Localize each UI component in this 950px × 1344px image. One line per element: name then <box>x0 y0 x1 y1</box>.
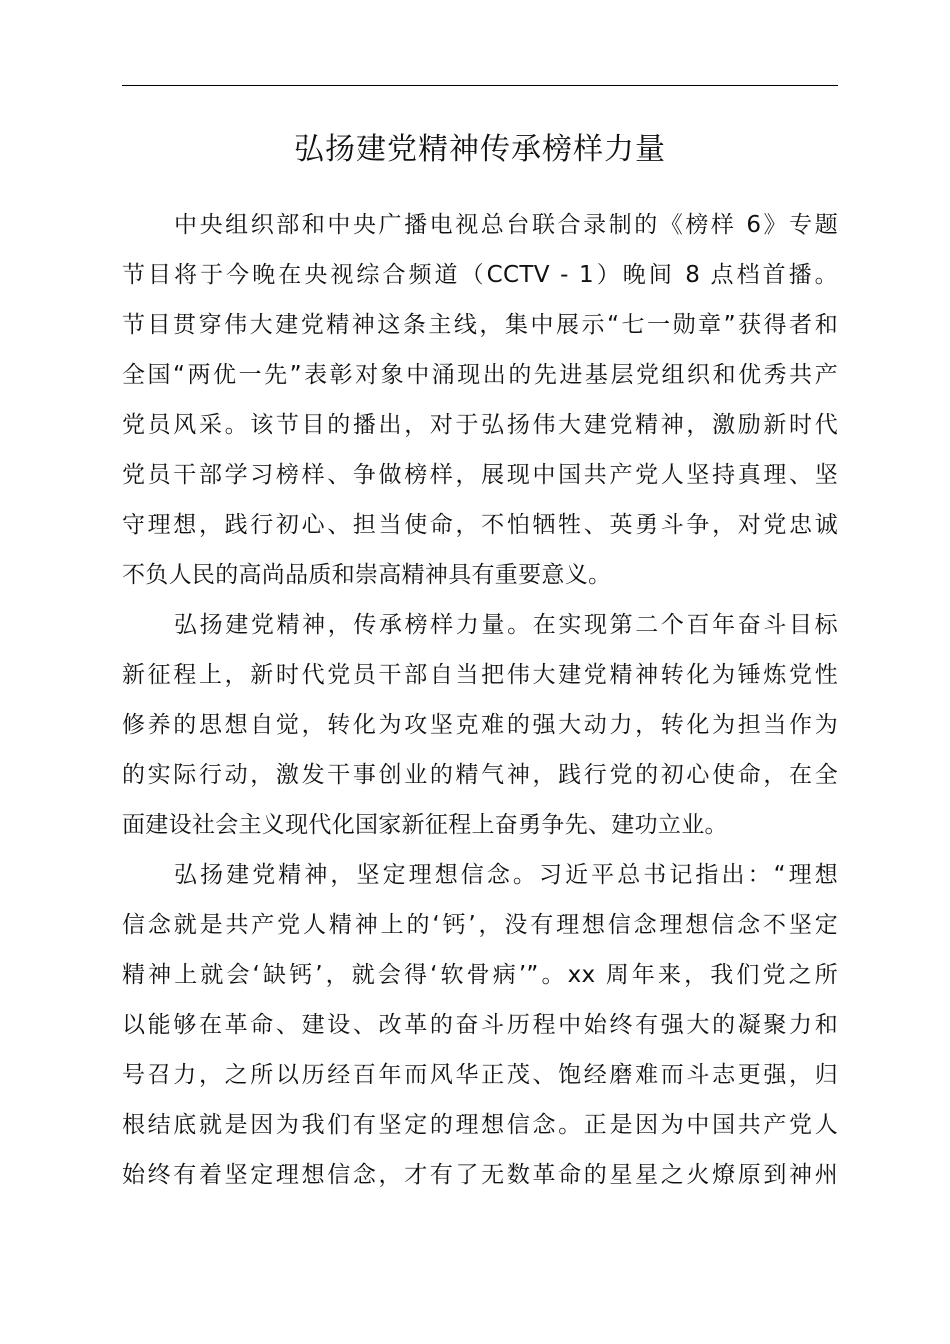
text-line: 修养的思想自觉，转化为攻坚克难的强大动力，转化为担当作为 <box>122 712 838 738</box>
text-line: 弘扬建党精神，传承榜样力量。在实现第二个百年奋斗目标 <box>174 612 838 638</box>
document-title: 弘扬建党精神传承榜样力量 <box>294 132 666 167</box>
text-line: 党员干部学习榜样、争做榜样，展现中国共产党人坚持真理、坚 <box>122 462 838 488</box>
document-body <box>122 200 838 1200</box>
text-line: 弘扬建党精神，坚定理想信念。习近平总书记指出：“理想 <box>174 862 838 888</box>
paragraph-2 <box>122 600 838 850</box>
text-line: 面建设社会主义现代化国家新征程上奋勇争先、建功立业。 <box>122 812 728 838</box>
text-line: 不负人民的高尚品质和崇高精神具有重要意义。 <box>122 562 612 588</box>
text-line: 根结底就是因为我们有坚定的理想信念。正是因为中国共产党人 <box>122 1112 838 1138</box>
paragraph-1 <box>122 200 838 600</box>
text-line: 节目贯穿伟大建党精神这条主线，集中展示“七一勋章”获得者和 <box>122 312 838 338</box>
text-line: 以能够在革命、建设、改革的奋斗历程中始终有强大的凝聚力和 <box>122 1012 838 1038</box>
text-line: 始终有着坚定理想信念，才有了无数革命的星星之火燎原到神州 <box>122 1162 838 1188</box>
text-line: 党员风采。该节目的播出，对于弘扬伟大建党精神，激励新时代 <box>122 412 838 438</box>
text-line: 守理想，践行初心、担当使命，不怕牺牲、英勇斗争，对党忠诚 <box>122 512 838 538</box>
text-line: 号召力，之所以历经百年而风华正茂、饱经磨难而斗志更强，归 <box>122 1062 838 1088</box>
text-line: 中央组织部和中央广播电视总台联合录制的《榜样 6》专题 <box>174 212 838 238</box>
text-line: 新征程上，新时代党员干部自当把伟大建党精神转化为锤炼党性 <box>122 662 838 688</box>
text-line: 精神上就会‘缺钙’，就会得‘软骨病’”。xx 周年来，我们党之所 <box>122 962 838 988</box>
text-line: 全国“两优一先”表彰对象中涌现出的先进基层党组织和优秀共产 <box>122 362 838 388</box>
header-rule <box>122 85 838 86</box>
text-line: 信念就是共产党人精神上的‘钙’，没有理想信念理想信念不坚定 <box>122 912 838 938</box>
paragraph-3 <box>122 850 838 1200</box>
text-line: 的实际行动，激发干事创业的精气神，践行党的初心使命，在全 <box>122 762 838 788</box>
text-line: 节目将于今晚在央视综合频道（CCTV - 1）晚间 8 点档首播。 <box>122 262 838 288</box>
